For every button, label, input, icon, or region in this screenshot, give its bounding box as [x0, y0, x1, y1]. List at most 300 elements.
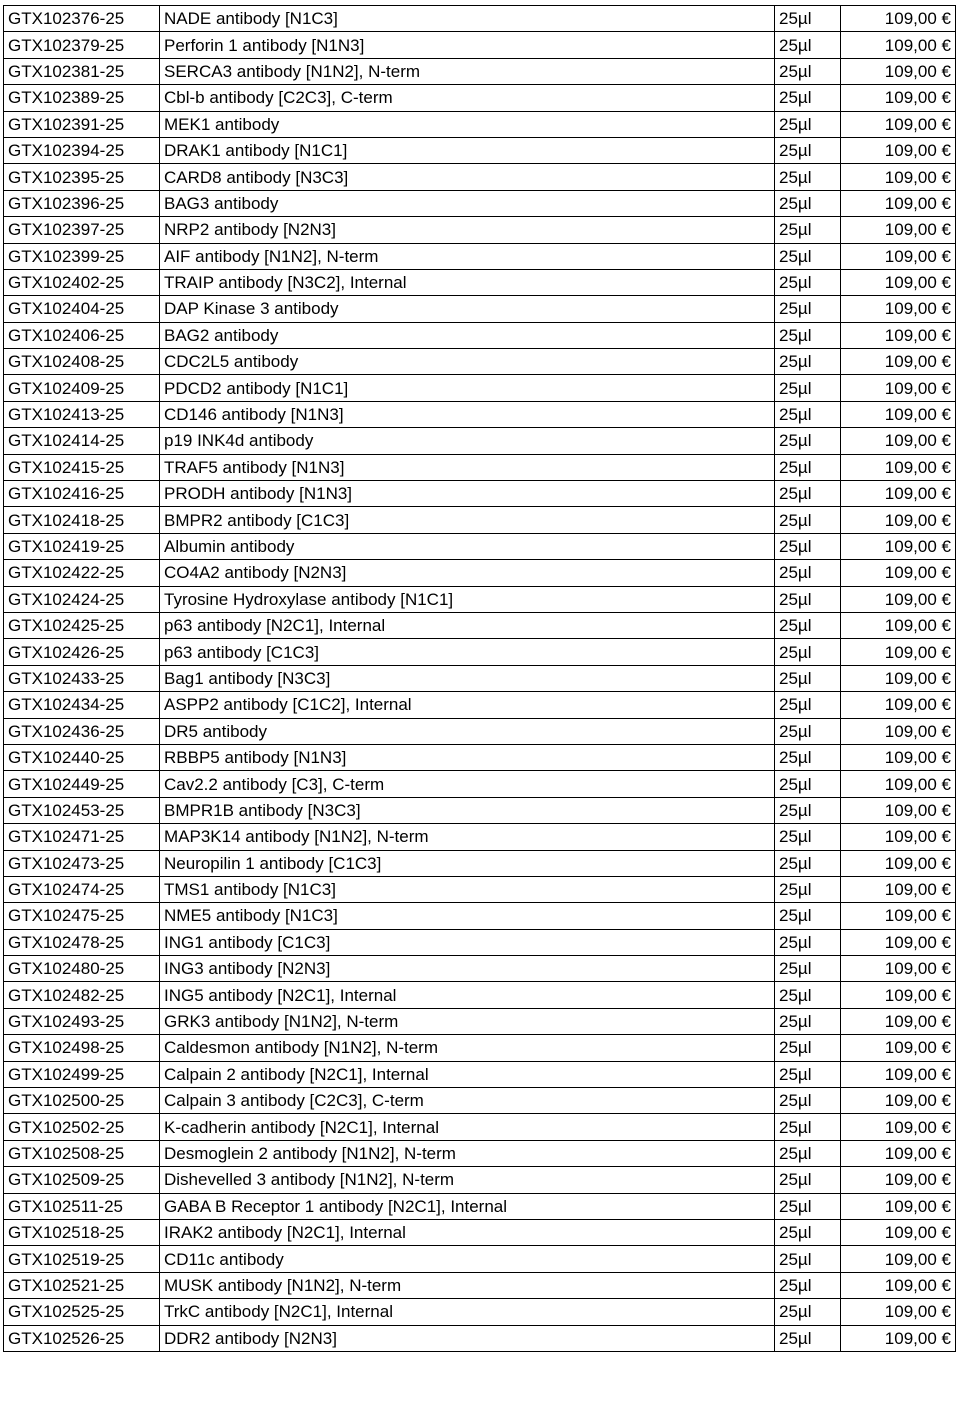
price-value: 109,00	[884, 9, 937, 29]
price-cell	[841, 32, 956, 58]
pack-size-cell: 25µl	[775, 32, 841, 58]
catalog-number-cell: GTX102397-25	[4, 217, 160, 243]
catalog-number-cell: GTX102509-25	[4, 1167, 160, 1193]
currency-symbol: €	[941, 721, 951, 741]
pack-size-cell: 25µl	[775, 1035, 841, 1061]
pack-size-cell: 25µl	[775, 428, 841, 454]
product-name-cell: Cbl-b antibody [C2C3], C-term	[160, 85, 775, 111]
product-name-cell: AIF antibody [N1N2], N-term	[160, 243, 775, 269]
price-cell	[841, 243, 956, 269]
currency-symbol: €	[941, 800, 951, 820]
table-row	[4, 217, 956, 243]
catalog-number-cell: GTX102449-25	[4, 771, 160, 797]
price-value: 109,00	[884, 906, 937, 926]
product-name-cell: BAG2 antibody	[160, 322, 775, 348]
product-name-cell: ASPP2 antibody [C1C2], Internal	[160, 692, 775, 718]
catalog-number-cell: GTX102440-25	[4, 744, 160, 770]
product-name-cell: NRP2 antibody [N2N3]	[160, 217, 775, 243]
currency-symbol: €	[941, 932, 951, 952]
product-name-cell: CARD8 antibody [N3C3]	[160, 164, 775, 190]
currency-symbol: €	[941, 589, 951, 609]
price-value: 109,00	[884, 193, 937, 213]
product-name-cell: DRAK1 antibody [N1C1]	[160, 137, 775, 163]
price-cell	[841, 850, 956, 876]
catalog-number-cell: GTX102399-25	[4, 243, 160, 269]
currency-symbol: €	[941, 61, 951, 81]
price-cell	[841, 6, 956, 32]
product-name-cell: MEK1 antibody	[160, 111, 775, 137]
currency-symbol: €	[941, 220, 951, 240]
price-cell	[841, 349, 956, 375]
pack-size-cell: 25µl	[775, 956, 841, 982]
catalog-number-cell: GTX102434-25	[4, 692, 160, 718]
price-cell	[841, 1272, 956, 1298]
product-name-cell: GABA B Receptor 1 antibody [N2C1], Internal	[160, 1193, 775, 1219]
price-cell	[841, 665, 956, 691]
catalog-number-cell: GTX102413-25	[4, 401, 160, 427]
pack-size-cell: 25µl	[775, 982, 841, 1008]
currency-symbol: €	[941, 1170, 951, 1190]
price-cell	[841, 1088, 956, 1114]
table-row	[4, 797, 956, 823]
product-name-cell: Neuropilin 1 antibody [C1C3]	[160, 850, 775, 876]
price-cell	[841, 401, 956, 427]
currency-symbol: €	[941, 537, 951, 556]
table-row	[4, 1114, 956, 1140]
product-name-cell: Dishevelled 3 antibody [N1N2], N-term	[160, 1167, 775, 1193]
catalog-number-cell: GTX102424-25	[4, 586, 160, 612]
table-row	[4, 269, 956, 295]
price-value: 109,00	[884, 880, 937, 900]
pack-size-cell: 25µl	[775, 507, 841, 533]
product-name-cell: IRAK2 antibody [N2C1], Internal	[160, 1219, 775, 1245]
price-value: 109,00	[884, 35, 937, 55]
price-cell	[841, 1246, 956, 1272]
currency-symbol: €	[941, 1302, 951, 1322]
currency-symbol: €	[941, 484, 951, 504]
price-value: 109,00	[884, 1091, 937, 1111]
pack-size-cell: 25µl	[775, 269, 841, 295]
currency-symbol: €	[941, 985, 951, 1005]
catalog-number-cell: GTX102475-25	[4, 903, 160, 929]
table-row	[4, 1035, 956, 1061]
product-name-cell: GRK3 antibody [N1N2], N-term	[160, 1008, 775, 1034]
price-value: 109,00	[884, 695, 937, 715]
pack-size-cell: 25µl	[775, 1219, 841, 1245]
price-value: 109,00	[884, 748, 937, 768]
product-name-cell: Albumin antibody	[160, 533, 775, 559]
price-cell	[841, 903, 956, 929]
catalog-number-cell: GTX102499-25	[4, 1061, 160, 1087]
currency-symbol: €	[941, 774, 951, 794]
product-name-cell: TMS1 antibody [N1C3]	[160, 876, 775, 902]
table-row	[4, 58, 956, 84]
catalog-number-cell: GTX102471-25	[4, 824, 160, 850]
catalog-number-cell: GTX102422-25	[4, 560, 160, 586]
currency-symbol: €	[941, 1196, 951, 1216]
pack-size-cell: 25µl	[775, 718, 841, 744]
price-list-table	[3, 5, 956, 1352]
currency-symbol: €	[941, 35, 951, 55]
pack-size-cell: 25µl	[775, 190, 841, 216]
price-cell	[841, 375, 956, 401]
pack-size-cell: 25µl	[775, 296, 841, 322]
table-row	[4, 692, 956, 718]
product-name-cell: CDC2L5 antibody	[160, 349, 775, 375]
product-name-cell: Calpain 3 antibody [C2C3], C-term	[160, 1088, 775, 1114]
currency-symbol: €	[941, 642, 951, 662]
price-value: 109,00	[884, 114, 937, 134]
product-name-cell: DAP Kinase 3 antibody	[160, 296, 775, 322]
currency-symbol: €	[941, 299, 951, 319]
pack-size-cell: 25µl	[775, 58, 841, 84]
price-cell	[841, 586, 956, 612]
price-cell	[841, 744, 956, 770]
price-value: 109,00	[884, 985, 937, 1005]
table-row	[4, 401, 956, 427]
pack-size-cell: 25µl	[775, 1325, 841, 1351]
pack-size-cell: 25µl	[775, 375, 841, 401]
product-name-cell: PDCD2 antibody [N1C1]	[160, 375, 775, 401]
price-cell	[841, 612, 956, 638]
product-name-cell: RBBP5 antibody [N1N3]	[160, 744, 775, 770]
table-row	[4, 1167, 956, 1193]
price-value: 109,00	[884, 246, 937, 266]
catalog-number-cell: GTX102406-25	[4, 322, 160, 348]
product-name-cell: BAG3 antibody	[160, 190, 775, 216]
table-row	[4, 1219, 956, 1245]
catalog-number-cell: GTX102519-25	[4, 1246, 160, 1272]
pack-size-cell: 25µl	[775, 164, 841, 190]
currency-symbol: €	[941, 563, 951, 583]
currency-symbol: €	[941, 959, 951, 979]
product-name-cell: NADE antibody [N1C3]	[160, 6, 775, 32]
catalog-number-cell: GTX102395-25	[4, 164, 160, 190]
pack-size-cell: 25µl	[775, 903, 841, 929]
price-cell	[841, 111, 956, 137]
catalog-number-cell: GTX102418-25	[4, 507, 160, 533]
currency-symbol: €	[941, 325, 951, 345]
catalog-number-cell: GTX102493-25	[4, 1008, 160, 1034]
catalog-number-cell: GTX102415-25	[4, 454, 160, 480]
price-cell	[841, 507, 956, 533]
price-value: 109,00	[884, 668, 937, 688]
product-name-cell: MUSK antibody [N1N2], N-term	[160, 1272, 775, 1298]
table-row	[4, 533, 956, 559]
table-row	[4, 850, 956, 876]
catalog-number-cell: GTX102391-25	[4, 111, 160, 137]
pack-size-cell: 25µl	[775, 111, 841, 137]
product-name-cell: CD146 antibody [N1N3]	[160, 401, 775, 427]
catalog-number-cell: GTX102511-25	[4, 1193, 160, 1219]
pack-size-cell: 25µl	[775, 1140, 841, 1166]
pack-size-cell: 25µl	[775, 322, 841, 348]
price-cell	[841, 85, 956, 111]
price-value: 109,00	[884, 800, 937, 820]
currency-symbol: €	[941, 1012, 951, 1032]
price-value: 109,00	[884, 1117, 937, 1137]
table-row	[4, 1008, 956, 1034]
table-row	[4, 243, 956, 269]
pack-size-cell: 25µl	[775, 639, 841, 665]
pack-size-cell: 25µl	[775, 560, 841, 586]
product-name-cell: Calpain 2 antibody [N2C1], Internal	[160, 1061, 775, 1087]
currency-symbol: €	[941, 114, 951, 134]
catalog-number-cell: GTX102416-25	[4, 481, 160, 507]
price-value: 109,00	[884, 616, 937, 636]
price-value: 109,00	[884, 352, 937, 372]
table-row	[4, 111, 956, 137]
table-row	[4, 771, 956, 797]
price-value: 109,00	[884, 827, 937, 847]
pack-size-cell: 25µl	[775, 1272, 841, 1298]
price-cell	[841, 956, 956, 982]
product-name-cell: TRAF5 antibody [N1N3]	[160, 454, 775, 480]
catalog-number-cell: GTX102426-25	[4, 639, 160, 665]
catalog-number-cell: GTX102402-25	[4, 269, 160, 295]
table-row	[4, 454, 956, 480]
price-cell	[841, 1008, 956, 1034]
table-row	[4, 1299, 956, 1325]
price-value: 109,00	[884, 273, 937, 293]
pack-size-cell: 25µl	[775, 217, 841, 243]
catalog-number-cell: GTX102379-25	[4, 32, 160, 58]
catalog-number-cell: GTX102419-25	[4, 533, 160, 559]
price-cell	[841, 454, 956, 480]
catalog-number-cell: GTX102498-25	[4, 1035, 160, 1061]
pack-size-cell: 25µl	[775, 1167, 841, 1193]
price-list-sheet	[3, 5, 955, 1352]
price-value: 109,00	[884, 88, 937, 108]
catalog-number-cell: GTX102526-25	[4, 1325, 160, 1351]
table-row	[4, 85, 956, 111]
product-name-cell: SERCA3 antibody [N1N2], N-term	[160, 58, 775, 84]
catalog-number-cell: GTX102414-25	[4, 428, 160, 454]
product-name-cell: PRODH antibody [N1N3]	[160, 481, 775, 507]
price-cell	[841, 982, 956, 1008]
price-cell	[841, 824, 956, 850]
product-name-cell: Desmoglein 2 antibody [N1N2], N-term	[160, 1140, 775, 1166]
price-cell	[841, 692, 956, 718]
price-value: 109,00	[884, 325, 937, 345]
catalog-number-cell: GTX102473-25	[4, 850, 160, 876]
price-value: 109,00	[884, 1275, 937, 1295]
catalog-number-cell: GTX102409-25	[4, 375, 160, 401]
product-name-cell: TrkC antibody [N2C1], Internal	[160, 1299, 775, 1325]
pack-size-cell: 25µl	[775, 1008, 841, 1034]
catalog-number-cell: GTX102376-25	[4, 6, 160, 32]
price-value: 109,00	[884, 1038, 937, 1058]
table-row	[4, 876, 956, 902]
table-row	[4, 824, 956, 850]
currency-symbol: €	[941, 1091, 951, 1111]
price-value: 109,00	[884, 299, 937, 319]
price-value: 109,00	[884, 774, 937, 794]
product-name-cell: Bag1 antibody [N3C3]	[160, 665, 775, 691]
catalog-number-cell: GTX102433-25	[4, 665, 160, 691]
table-row	[4, 982, 956, 1008]
currency-symbol: €	[941, 378, 951, 398]
catalog-number-cell: GTX102521-25	[4, 1272, 160, 1298]
catalog-number-cell: GTX102381-25	[4, 58, 160, 84]
currency-symbol: €	[941, 1117, 951, 1137]
table-row	[4, 1140, 956, 1166]
pack-size-cell: 25µl	[775, 665, 841, 691]
pack-size-cell: 25µl	[775, 1114, 841, 1140]
price-cell	[841, 771, 956, 797]
currency-symbol: €	[941, 457, 951, 477]
product-name-cell: Tyrosine Hydroxylase antibody [N1C1]	[160, 586, 775, 612]
table-row	[4, 929, 956, 955]
table-row	[4, 375, 956, 401]
pack-size-cell: 25µl	[775, 850, 841, 876]
currency-symbol: €	[941, 352, 951, 372]
product-name-cell: ING5 antibody [N2C1], Internal	[160, 982, 775, 1008]
currency-symbol: €	[941, 9, 951, 29]
product-name-cell: p63 antibody [C1C3]	[160, 639, 775, 665]
catalog-number-cell: GTX102404-25	[4, 296, 160, 322]
table-row	[4, 560, 956, 586]
product-name-cell: Perforin 1 antibody [N1N3]	[160, 32, 775, 58]
price-value: 109,00	[884, 721, 937, 741]
price-value: 109,00	[884, 589, 937, 609]
table-row	[4, 1272, 956, 1298]
currency-symbol: €	[941, 1143, 951, 1163]
price-cell	[841, 1114, 956, 1140]
currency-symbol: €	[941, 1275, 951, 1295]
catalog-number-cell: GTX102396-25	[4, 190, 160, 216]
product-name-cell: DR5 antibody	[160, 718, 775, 744]
table-row	[4, 507, 956, 533]
catalog-number-cell: GTX102480-25	[4, 956, 160, 982]
price-cell	[841, 929, 956, 955]
product-name-cell: CD11c antibody	[160, 1246, 775, 1272]
pack-size-cell: 25µl	[775, 243, 841, 269]
product-name-cell: BMPR2 antibody [C1C3]	[160, 507, 775, 533]
currency-symbol: €	[941, 246, 951, 266]
currency-symbol: €	[941, 1328, 951, 1348]
pack-size-cell: 25µl	[775, 533, 841, 559]
price-list-body	[4, 6, 956, 1352]
currency-symbol: €	[941, 853, 951, 873]
price-value: 109,00	[884, 431, 937, 451]
pack-size-cell: 25µl	[775, 137, 841, 163]
price-value: 109,00	[884, 1143, 937, 1163]
product-name-cell: DDR2 antibody [N2N3]	[160, 1325, 775, 1351]
currency-symbol: €	[941, 193, 951, 213]
table-row	[4, 428, 956, 454]
pack-size-cell: 25µl	[775, 1246, 841, 1272]
price-value: 109,00	[884, 141, 937, 161]
table-row	[4, 1246, 956, 1272]
pack-size-cell: 25µl	[775, 1193, 841, 1219]
catalog-number-cell: GTX102408-25	[4, 349, 160, 375]
price-cell	[841, 1167, 956, 1193]
pack-size-cell: 25µl	[775, 586, 841, 612]
price-cell	[841, 190, 956, 216]
price-value: 109,00	[884, 220, 937, 240]
table-row	[4, 6, 956, 32]
price-value: 109,00	[884, 959, 937, 979]
pack-size-cell: 25µl	[775, 1061, 841, 1087]
currency-symbol: €	[941, 668, 951, 688]
table-row	[4, 956, 956, 982]
table-row	[4, 586, 956, 612]
price-value: 109,00	[884, 457, 937, 477]
product-name-cell: TRAIP antibody [N3C2], Internal	[160, 269, 775, 295]
price-value: 109,00	[884, 167, 937, 187]
currency-symbol: €	[941, 1223, 951, 1243]
currency-symbol: €	[941, 88, 951, 108]
currency-symbol: €	[941, 827, 951, 847]
product-name-cell: K-cadherin antibody [N2C1], Internal	[160, 1114, 775, 1140]
price-cell	[841, 322, 956, 348]
price-value: 109,00	[884, 853, 937, 873]
currency-symbol: €	[941, 695, 951, 715]
product-name-cell: p63 antibody [N2C1], Internal	[160, 612, 775, 638]
catalog-number-cell: GTX102453-25	[4, 797, 160, 823]
currency-symbol: €	[941, 616, 951, 636]
product-name-cell: MAP3K14 antibody [N1N2], N-term	[160, 824, 775, 850]
price-cell	[841, 164, 956, 190]
table-row	[4, 665, 956, 691]
table-row	[4, 137, 956, 163]
price-cell	[841, 428, 956, 454]
catalog-number-cell: GTX102389-25	[4, 85, 160, 111]
product-name-cell: p19 INK4d antibody	[160, 428, 775, 454]
product-name-cell: BMPR1B antibody [N3C3]	[160, 797, 775, 823]
currency-symbol: €	[941, 1249, 951, 1269]
catalog-number-cell: GTX102525-25	[4, 1299, 160, 1325]
price-cell	[841, 217, 956, 243]
price-value: 109,00	[884, 642, 937, 662]
pack-size-cell: 25µl	[775, 1299, 841, 1325]
catalog-number-cell: GTX102425-25	[4, 612, 160, 638]
currency-symbol: €	[941, 167, 951, 187]
pack-size-cell: 25µl	[775, 6, 841, 32]
catalog-number-cell: GTX102518-25	[4, 1219, 160, 1245]
price-cell	[841, 533, 956, 559]
price-cell	[841, 481, 956, 507]
price-value: 109,00	[884, 1196, 937, 1216]
price-value: 109,00	[884, 405, 937, 425]
product-name-cell: NME5 antibody [N1C3]	[160, 903, 775, 929]
currency-symbol: €	[941, 273, 951, 293]
table-row	[4, 744, 956, 770]
currency-symbol: €	[941, 431, 951, 451]
pack-size-cell: 25µl	[775, 349, 841, 375]
price-cell	[841, 1140, 956, 1166]
pack-size-cell: 25µl	[775, 824, 841, 850]
currency-symbol: €	[941, 906, 951, 926]
price-cell	[841, 639, 956, 665]
price-value: 109,00	[884, 1012, 937, 1032]
table-row	[4, 349, 956, 375]
table-row	[4, 1088, 956, 1114]
price-cell	[841, 1061, 956, 1087]
price-value: 109,00	[884, 1223, 937, 1243]
price-value: 109,00	[884, 510, 937, 530]
price-cell	[841, 137, 956, 163]
price-cell	[841, 296, 956, 322]
currency-symbol: €	[941, 880, 951, 900]
pack-size-cell: 25µl	[775, 692, 841, 718]
pack-size-cell: 25µl	[775, 454, 841, 480]
price-cell	[841, 1219, 956, 1245]
price-cell	[841, 1325, 956, 1351]
catalog-number-cell: GTX102500-25	[4, 1088, 160, 1114]
price-value: 109,00	[884, 537, 937, 556]
